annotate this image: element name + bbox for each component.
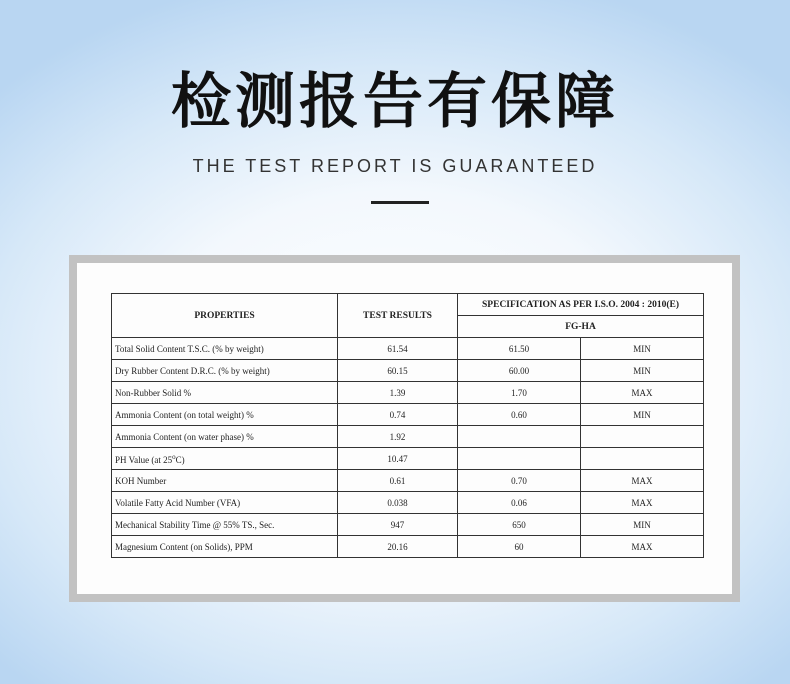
title-divider	[371, 201, 429, 204]
table-row	[112, 492, 704, 514]
limit-cell: MAX	[581, 470, 704, 492]
property-cell: KOH Number	[112, 470, 338, 492]
limit-cell: MIN	[581, 338, 704, 360]
spec-cell: 0.70	[458, 470, 581, 492]
spec-cell: 60.00	[458, 360, 581, 382]
spec-cell: 0.06	[458, 492, 581, 514]
header-specification: SPECIFICATION AS PER I.S.O. 2004 : 2010(E)	[458, 294, 704, 316]
result-cell: 947	[338, 514, 458, 536]
result-cell: 0.61	[338, 470, 458, 492]
property-text-end: C)	[175, 454, 185, 465]
property-text: PH Value (at 25	[115, 454, 173, 465]
report-paper	[77, 263, 732, 594]
spec-cell	[458, 426, 581, 448]
table-row	[112, 514, 704, 536]
page-subtitle: THE TEST REPORT IS GUARANTEED	[192, 156, 598, 176]
result-cell: 1.92	[338, 426, 458, 448]
table-row	[112, 382, 704, 404]
result-cell: 10.47	[338, 448, 458, 470]
result-cell: 61.54	[338, 338, 458, 360]
result-cell: 0.74	[338, 404, 458, 426]
header-test-results: TEST RESULTS	[338, 294, 458, 338]
limit-cell: MIN	[581, 404, 704, 426]
table-row	[112, 536, 704, 558]
property-cell: Ammonia Content (on total weight) %	[112, 404, 338, 426]
header-properties: PROPERTIES	[112, 294, 338, 338]
result-cell: 60.15	[338, 360, 458, 382]
result-cell: 1.39	[338, 382, 458, 404]
table-row	[112, 338, 704, 360]
spec-cell: 650	[458, 514, 581, 536]
spec-cell: 61.50	[458, 338, 581, 360]
table-row	[112, 448, 704, 470]
table-row	[112, 404, 704, 426]
result-cell: 0.038	[338, 492, 458, 514]
spec-cell: 60	[458, 536, 581, 558]
limit-cell: MIN	[581, 360, 704, 382]
property-cell: Volatile Fatty Acid Number (VFA)	[112, 492, 338, 514]
limit-cell: MAX	[581, 536, 704, 558]
limit-cell: MAX	[581, 492, 704, 514]
limit-cell: MAX	[581, 382, 704, 404]
table-row	[112, 426, 704, 448]
degree-symbol: o	[172, 452, 176, 461]
property-cell: Magnesium Content (on Solids), PPM	[112, 536, 338, 558]
test-report-table	[111, 293, 704, 558]
property-cell: Dry Rubber Content D.R.C. (% by weight)	[112, 360, 338, 382]
property-cell: Non-Rubber Solid %	[112, 382, 338, 404]
spec-cell	[458, 448, 581, 470]
page-title: 检测报告有保障	[171, 67, 619, 137]
property-cell	[112, 448, 338, 470]
limit-cell: MIN	[581, 514, 704, 536]
property-cell: Total Solid Content T.S.C. (% by weight)	[112, 338, 338, 360]
limit-cell	[581, 448, 704, 470]
limit-cell	[581, 426, 704, 448]
spec-cell: 1.70	[458, 382, 581, 404]
property-cell: Ammonia Content (on water phase) %	[112, 426, 338, 448]
header-grade: FG-HA	[458, 316, 704, 338]
report-image-frame	[69, 255, 740, 602]
spec-cell: 0.60	[458, 404, 581, 426]
table-row	[112, 360, 704, 382]
table-row	[112, 470, 704, 492]
result-cell: 20.16	[338, 536, 458, 558]
property-cell: Mechanical Stability Time @ 55% TS., Sec.	[112, 514, 338, 536]
